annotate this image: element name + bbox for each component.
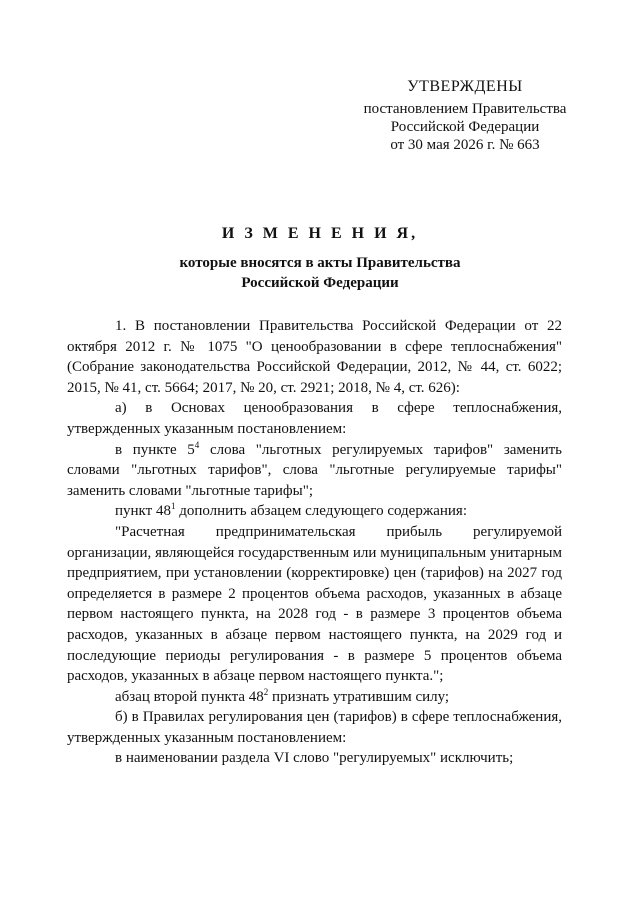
paragraph-3-text-a: в пункте 5 xyxy=(115,441,195,458)
document-title-block xyxy=(60,225,580,293)
document-subtitle-line-1: которые вносятся в акты Правительства xyxy=(179,255,461,271)
paragraph-4-text-b: дополнить абзацем следующего содержания: xyxy=(175,503,467,520)
document-subtitle-line-2: Российской Федерации xyxy=(241,275,399,291)
paragraph-5: "Расчетная предпринимательская прибыль регулируемой организации, являющейся государственным или муниципальным унитарным предприятием, при установлении (корректировке) цен (тарифов) на 2027 год определяется в размере 2 процентов объема расходов, указанных в абзаце первом настоящего пункта, на 2028 год - в размере 3 процентов объема расходов, указанных в абзаце первом настоящего пункта, на 2029 год и последующие периоды регулирования - в размере 5 процентов объема расходов, указанных в абзаце первом настоящего пункта."; xyxy=(67,523,562,685)
paragraph-6 xyxy=(67,687,562,708)
paragraph-7: б) в Правилах регулирования цен (тарифов) в сфере теплоснабжения, утвержденных указанным постановлением: xyxy=(67,709,562,746)
paragraph-6-text-a: абзац второй пункта 48 xyxy=(115,688,264,705)
paragraph-3-text-b: слова "льготных регулируемых тарифов" заменить словами "льготных тарифов", слова "льготные регулируемые тарифы" заменить словами "льготные тарифы"; xyxy=(67,441,563,499)
document-body xyxy=(67,316,562,769)
paragraph-1: 1. В постановлении Правительства Российской Федерации от 22 октября 2012 г. № 1075 "О ценообразовании в сфере теплоснабжения" (Собрание законодательства Российской Федерации, 2012, № 44, ст. 6022; 2015, № 41, ст. 5664; 2017, № 20, ст. 2921; 2018, № 4, ст. 626): xyxy=(67,318,562,396)
approval-line-1: постановлением Правительства xyxy=(363,101,567,117)
paragraph-3-superscript: 4 xyxy=(194,439,200,450)
approval-line-3: от 30 мая 2026 г. № 663 xyxy=(390,137,540,153)
approval-heading: УТВЕРЖДЕНЫ xyxy=(407,78,523,95)
paragraph-6-superscript: 2 xyxy=(263,686,269,697)
paragraph-3 xyxy=(67,440,562,502)
paragraph-4-superscript: 1 xyxy=(170,501,176,512)
paragraph-8: в наименовании раздела VI слово "регулируемых" исключить; xyxy=(115,750,514,767)
paragraph-4-text-a: пункт 48 xyxy=(115,503,171,520)
paragraph-4 xyxy=(67,501,562,522)
approval-stamp xyxy=(330,78,600,154)
paragraph-2: а) в Основах ценообразования в сфере теплоснабжения, утвержденных указанным постановлением: xyxy=(67,400,562,437)
document-title: И З М Е Н Е Н И Я, xyxy=(221,225,419,242)
paragraph-6-text-b: признать утратившим силу; xyxy=(268,688,450,705)
approval-line-2: Российской Федерации xyxy=(390,119,540,135)
